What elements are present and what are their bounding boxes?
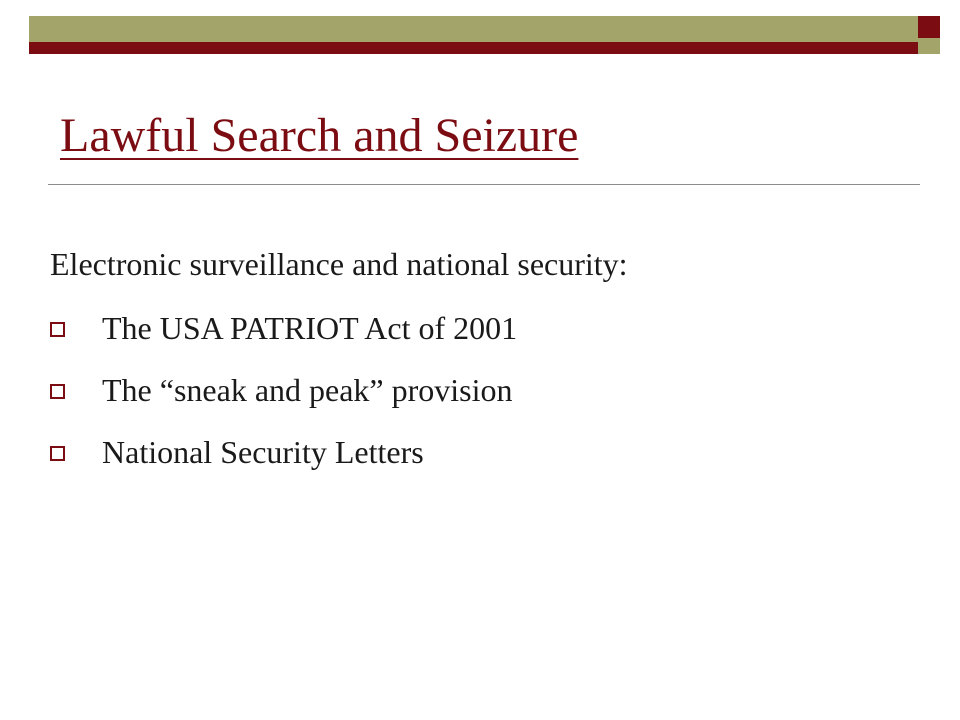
bullet-text: The USA PATRIOT Act of 2001 [102,310,518,346]
top-decorative-bar [29,16,918,54]
hollow-square-icon [50,322,65,337]
hollow-square-icon [50,446,65,461]
corner-olive-square [918,38,940,54]
title-divider [48,184,920,185]
corner-decoration [918,16,940,54]
corner-maroon-square [918,16,940,38]
intro-text: Electronic surveillance and national security: [50,246,628,282]
bullet-text: The “sneak and peak” provision [102,372,513,408]
olive-band [29,16,918,42]
hollow-square-icon [50,384,65,399]
bullet-text: National Security Letters [102,434,424,470]
slide-title: Lawful Search and Seizure [60,109,579,162]
maroon-band [29,42,918,54]
